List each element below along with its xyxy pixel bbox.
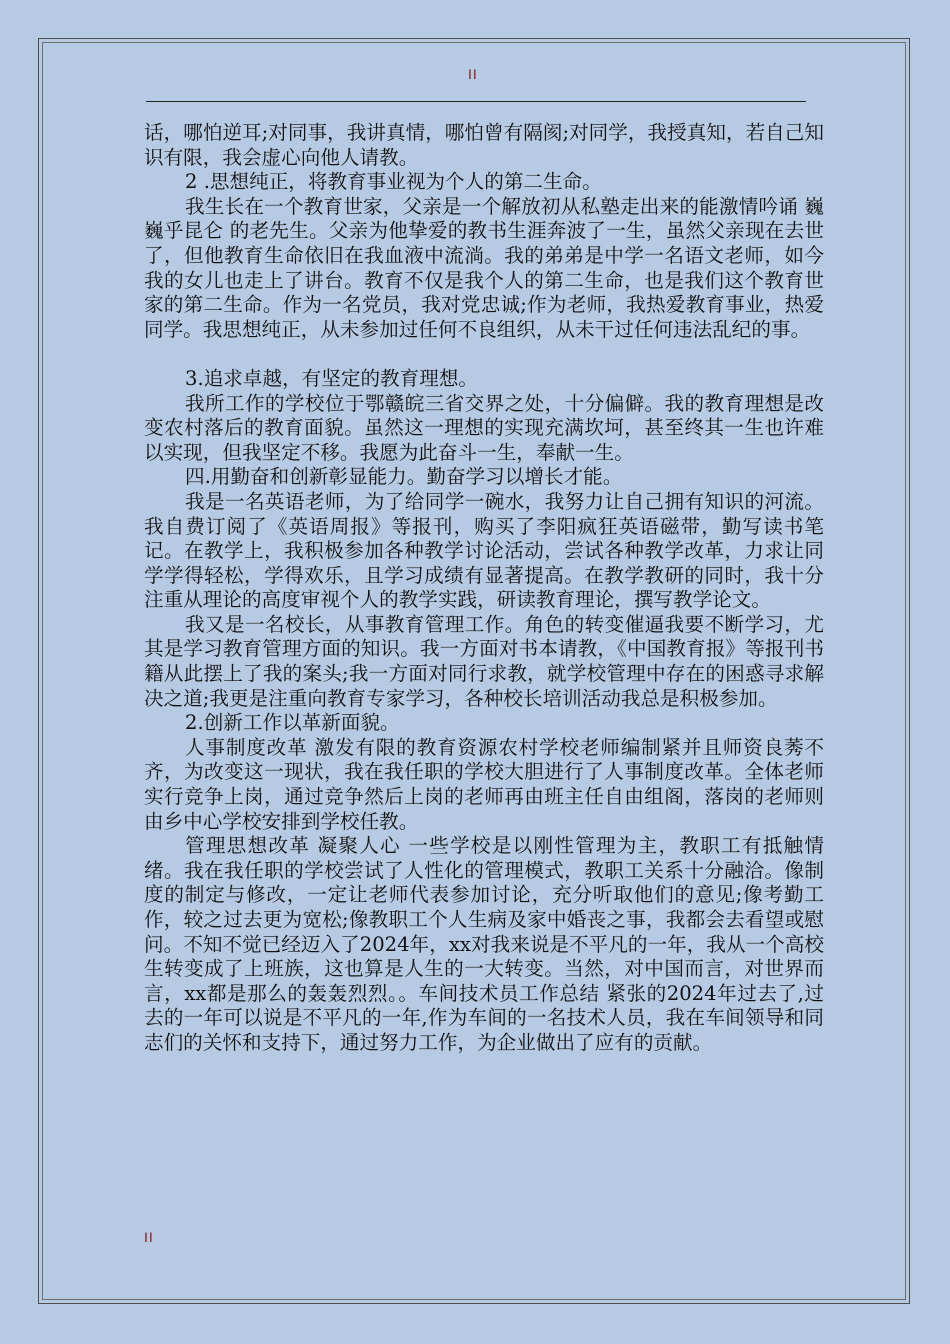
paragraph-management-reform: 管理思想改革 凝聚人心 一些学校是以刚性管理为主，教职工有抵触情绪。我在我任职的学校尝试了人性化的管理模式，教职工关系十分融洽。像制度的制定与修改，一定让老师代表参加讨论，充分听取他们的意见;像考勤工作，较之过去更为宽松;像教职工个人生病及家中婚丧之事，我都会去看望或慰问。不知不觉已经迈入了2024年，xx对我来说是不平凡的一年，我从一个高校生转变成了上班族，这也算是人生的一大转变。当然，对中国而言，对世界而言，xx都是那么的轰轰烈烈。。车间技术员工作总结 紧张的2024年过去了,过去的一年可以说是不平凡的一年,作为车间的一名技术人员，我在车间领导和同志们的关怀和支持下，通过努力工作，为企业做出了应有的贡献。 bbox=[144, 834, 824, 1054]
header-mark: II bbox=[468, 66, 478, 82]
header-divider bbox=[146, 101, 806, 102]
section-heading-excellence: 3.追求卓越，有坚定的教育理想。 bbox=[185, 366, 479, 390]
section-heading-diligence: 四.用勤奋和创新彰显能力。勤奋学习以增长才能。 bbox=[185, 465, 623, 489]
paragraph-ideal: 我所工作的学校位于鄂赣皖三省交界之处，十分偏僻。我的教育理想是改变农村落后的教育面貌。虽然这一理想的实现充满坎坷，甚至终其一生也许难以实现，但我坚定不移。我愿为此奋斗一生，奉献一生。 bbox=[144, 391, 824, 464]
paragraph-family: 我生长在一个教育世家，父亲是一个解放初从私塾走出来的能激情吟诵 巍巍乎昆仑 的老先生。父亲为他挚爱的教书生涯奔波了一生，虽然父亲现在去世了，但他教育生命依旧在我血液中流淌。我的弟弟是中学一名语文老师，如今我的女儿也走上了讲台。教育不仅是我个人的第二生命，也是我们这个教育世家的第二生命。作为一名党员，我对党忠诚;作为老师，我热爱教育事业，热爱同学。我思想纯正，从未参加过任何不良组织，从未干过任何违法乱纪的事。 bbox=[144, 194, 824, 341]
paragraph-personnel-reform: 人事制度改革 激发有限的教育资源农村学校老师编制紧并且师资良莠不齐，为改变这一现状，我在我任职的学校大胆进行了人事制度改革。全体老师实行竞争上岗，通过竞争然后上岗的老师再由班主任自由组阁，落岗的老师则由乡中心学校安排到学校任教。 bbox=[144, 735, 824, 833]
footer-mark: II bbox=[144, 1229, 154, 1245]
paragraph-continuation: 话，哪怕逆耳;对同事，我讲真情，哪怕曾有隔阂;对同学，我授真知，若自己知识有限，我会虚心向他人请教。 bbox=[144, 121, 824, 169]
section-heading-innovation: 2.创新工作以革新面貌。 bbox=[185, 711, 400, 735]
document-body bbox=[144, 121, 824, 1056]
paragraph-principal: 我又是一名校长，从事教育管理工作。角色的转变催逼我要不断学习，尤其是学习教育管理方面的知识。我一方面对书本请教，《中国教育报》等报刊书籍从此摆上了我的案头;我一方面对同行求教，就学校管理中存在的困惑寻求解决之道;我更是注重向教育专家学习，各种校长培训活动我总是积极参加。 bbox=[144, 612, 824, 710]
paragraph-english-teacher: 我是一名英语老师，为了给同学一碗水，我努力让自己拥有知识的河流。我自费订阅了《英语周报》等报刊，购买了李阳疯狂英语磁带，勤写读书笔记。在教学上，我积极参加各种教学讨论活动，尝试各种教学改革，力求让同学学得轻松，学得欢乐，且学习成绩有显著提高。在教学教研的同时，我十分注重从理论的高度审视个人的教学实践，研读教育理论，撰写教学论文。 bbox=[144, 489, 824, 612]
section-heading-ideology: 2 .思想纯正，将教育事业视为个人的第二生命。 bbox=[185, 170, 602, 194]
